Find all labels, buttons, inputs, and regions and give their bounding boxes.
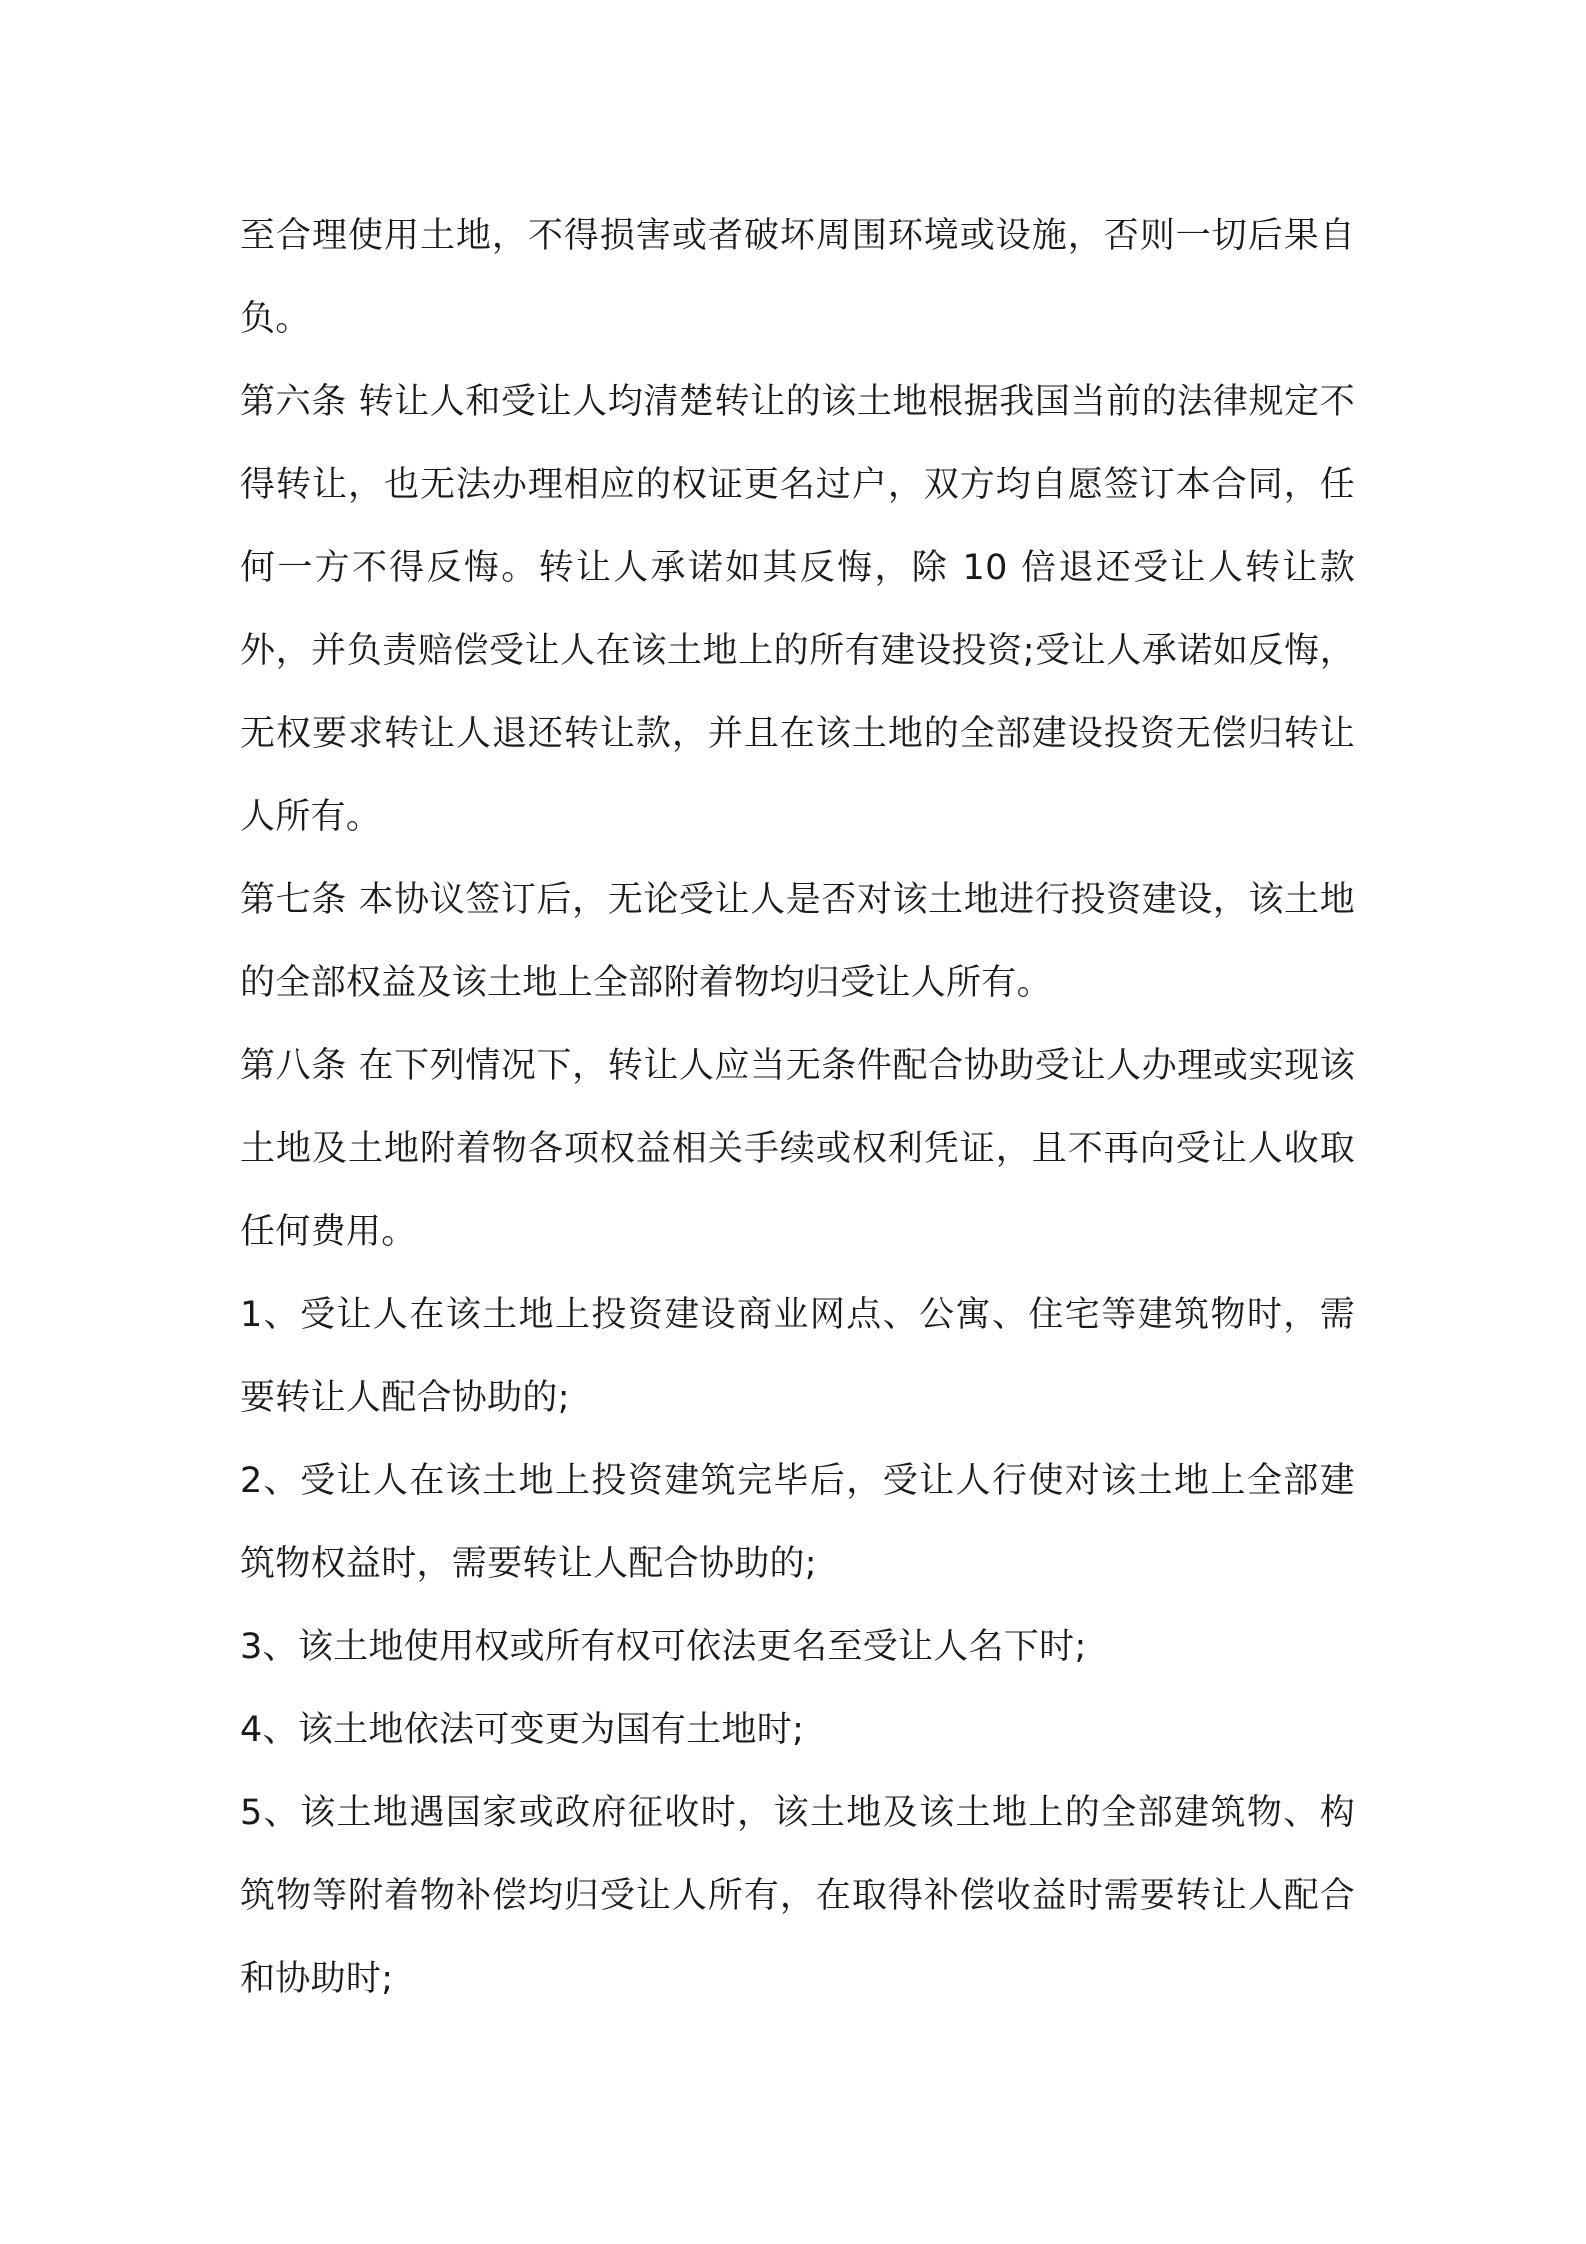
article-8: 第八条 在下列情况下，转让人应当无条件配合协助受让人办理或实现该土地及土地附着物各项权益相关手续或权利凭证，且不再向受让人收取任何费用。 bbox=[240, 1046, 1355, 1252]
list-item-2: 2、受让人在该土地上投资建筑完毕后，受让人行使对该土地上全部建筑物权益时，需要转让人配合协助的; bbox=[240, 1461, 1355, 1584]
list-item-5: 5、该土地遇国家或政府征收时，该土地及该土地上的全部建筑物、构筑物等附着物补偿均归受让人所有，在取得补偿收益时需要转让人配合和协助时; bbox=[240, 1793, 1355, 1999]
article-7: 第七条 本协议签订后，无论受让人是否对该土地进行投资建设，该土地的全部权益及该土地上全部附着物均归受让人所有。 bbox=[240, 880, 1355, 1003]
document-body bbox=[240, 195, 1355, 2021]
paragraph-continuation: 至合理使用土地，不得损害或者破坏周围环境或设施，否则一切后果自负。 bbox=[240, 216, 1355, 339]
list-item-3: 3、该土地使用权或所有权可依法更名至受让人名下时; bbox=[240, 1627, 1087, 1667]
article-6: 第六条 转让人和受让人均清楚转让的该土地根据我国当前的法律规定不得转让，也无法办理相应的权证更名过户，双方均自愿签订本合同，任何一方不得反悔。转让人承诺如其反悔，除 10 倍退还受让人转让款外，并负责赔偿受让人在该土地上的所有建设投资;受让人承诺如反悔，无权要求转让人退还转让款，并且在该土地的全部建设投资无偿归转让人所有。 bbox=[240, 382, 1355, 837]
list-item-1: 1、受让人在该土地上投资建设商业网点、公寓、住宅等建筑物时，需要转让人配合协助的; bbox=[240, 1295, 1355, 1418]
list-item-4: 4、该土地依法可变更为国有土地时; bbox=[240, 1710, 805, 1750]
